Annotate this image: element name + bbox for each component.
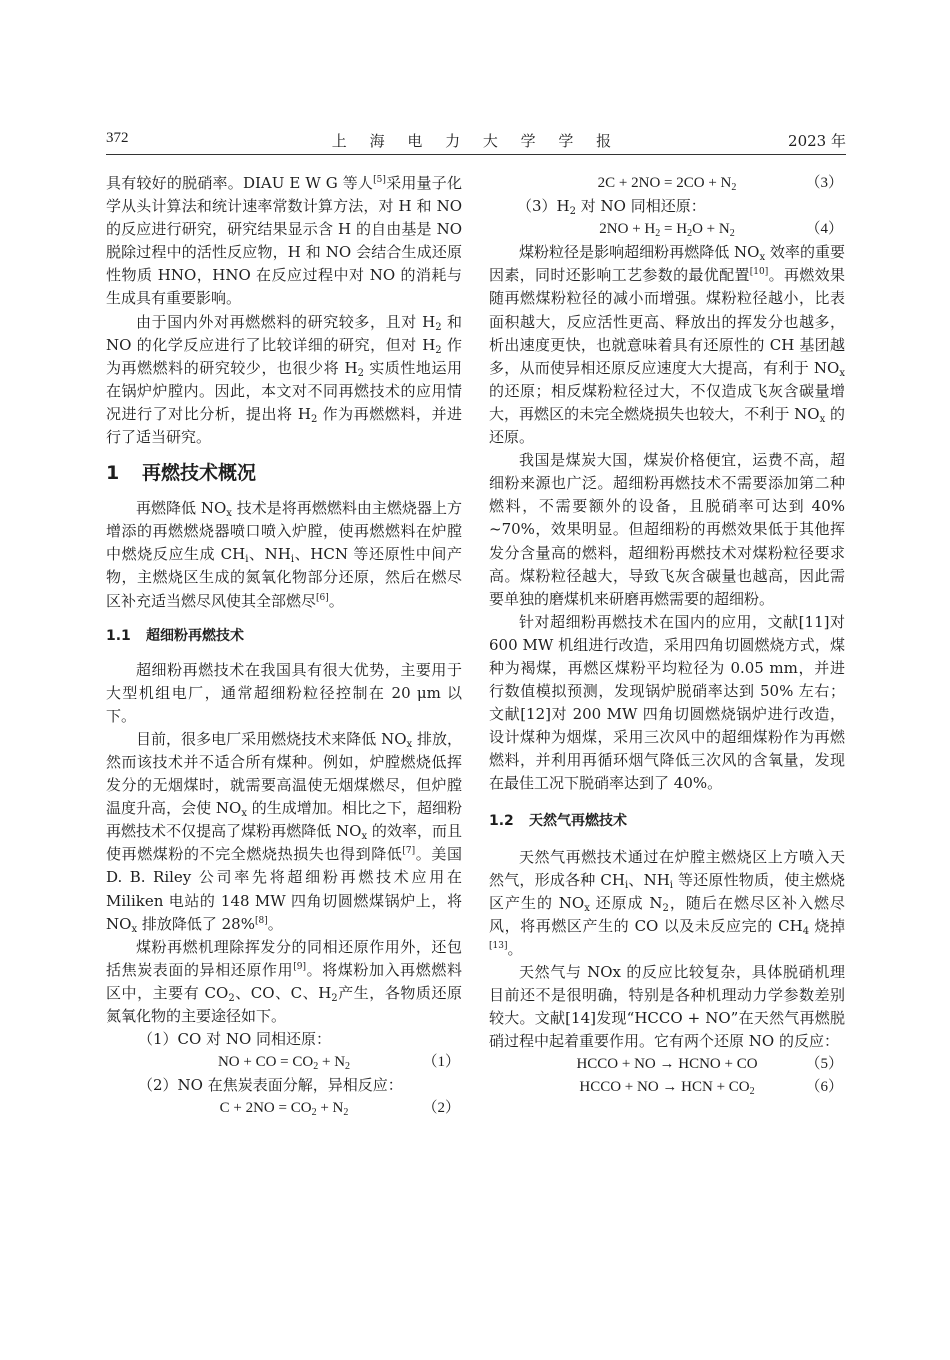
list-item: $(3)H_2$ 对 NO 同相还原： (517, 197, 706, 218)
subsection-heading: 1.2 天然气再燃技术 (489, 812, 627, 829)
equation-number: （6） (805, 1079, 843, 1096)
paragraph: 由于国内外对再燃燃料的研究较多，且对 $H_2$ 和 NO 的化学反应进行了比较详细的研究，但对 $H_2$ 作为再燃燃料的研究较少，也很少将 $H_2$ 实质性地运用在锅炉炉膛内。因此，本文对不同再燃技术的应用情况进行了对比分析，提出将 $H_2$ 作为再燃燃料，并进行了适当研究。 (106, 312, 462, 447)
page-number: 372 (106, 130, 129, 146)
journal-title: 上 海 电 力 大 学 学 报 (331, 132, 621, 150)
equation-number: （4） (805, 221, 843, 238)
equation-number: （1） (422, 1054, 460, 1071)
running-header (106, 128, 846, 155)
equation-number: （2） (422, 1100, 460, 1117)
paragraph: 煤粉粒径是影响超细粉再燃降低 $NO_x$ 效率的重要因素，同时还影响工艺参数的最优配置[10]。再燃效果随再燃煤粉粒径的减小而增强。煤粉粒径越小，比表面积越大，反应活性更高、释放出的挥发分也越多，析出速度更快，也就意味着具有还原性的 CH 基团越多，从而使异相还原反应速度大大提高，有利于 $NO_x$ 的还原；相反煤粉粒径过大，不仅造成飞灰含碳量增大，再燃区的未完全燃烧损失也较大，不利于 $NO_x$ 的还原。 (489, 243, 845, 447)
subsection-heading: 1.1 超细粉再燃技术 (106, 627, 244, 644)
equation-2: $C + 2NO = CO_2 + N_2$ （2） (106, 1097, 462, 1120)
paragraph: 天然气再燃技术通过在炉膛主燃烧区上方喷入天然气，形成各种 $CH_i$、$NH_i$ 等还原性物质，使主燃烧区产生的 $NO_x$ 还原成 $N_2$，随后在燃尽区补入燃尽风，将再燃区产生的 CO 以及未反应完的 $CH_4$ 烧掉[13]。 (489, 847, 845, 958)
paragraph: 天然气与 NOx 的反应比较复杂，具体脱硝机理目前还不是很明确，特别是各种机理动力学参数差别较大。文献[14]发现“HCCO + NO”在天然气再燃脱硝过程中起着重要作用。它有两个还原 NO 的反应： (489, 963, 845, 1051)
paragraph: 我国是煤炭大国，煤炭价格便宜，运费不高，超细粉来源也广泛。超细粉再燃技术不需要添加第二种燃料，不需要额外的设备，且脱硝率可达到 40% ~70%，效果明显。但超细粉的再燃效果低于其他挥发分含量高的燃料，超细粉再燃技术对煤粉粒径要求高。煤粉粒径越大，导致飞灰含碳量也越高，因此需要单独的磨煤机来研磨再燃需要的超细粉。 (489, 451, 845, 608)
equation-4: $2NO + H_2 = H_2O + N_2$ （4） (489, 218, 845, 241)
paragraph: 煤粉再燃机理除挥发分的同相还原作用外，还包括焦炭表面的异相还原作用[9]。将煤粉加入再燃燃料区中，主要有 $CO_2$、CO、C、$H_2$产生，各物质还原氮氧化物的主要途径如下。 (106, 937, 462, 1025)
equation-number: （5） (805, 1056, 843, 1073)
paragraph: 针对超细粉再燃技术在国内的应用，文献[11]对 600 MW 机组进行改造，采用四角切圆燃烧方式，煤种为褐煤，再燃区煤粉平均粒径为 0.05 mm，并进行数值模拟预测，发现锅炉脱硝率达到 50% 左右；文献[12]对 200 MW 四角切圆燃烧锅炉进行改造，设计煤种为烟煤，采用三次风中的超细煤粉作为再燃燃料，并利用再循环烟气降低三次风的含氧量，发现在最佳工况下脱硝率达到了 40%。 (489, 612, 845, 793)
equation-3: $2C + 2NO = 2CO + N_2$ （3） (489, 172, 845, 195)
paragraph: 具有较好的脱硝率。DIAU E W G 等人[5]采用量子化学从头计算法和统计速率常数计算方法，对 H 和 NO 的反应进行研究，研究结果显示含 H 的自由基是 NO 脱除过程中的活性反应物，H 和 NO 会结合生成还原性物质 HNO，HNO 在反应过程中对 NO 的消耗与生成具有重要影响。 (106, 174, 462, 308)
paragraph: 超细粉再燃技术在我国具有很大优势，主要用于大型机组电厂，通常超细粉粒径控制在 20 μm 以下。 (106, 660, 462, 725)
right-column (489, 172, 845, 1100)
left-column (106, 172, 462, 1120)
list-item: （1）CO 对 NO 同相还原： (138, 1030, 332, 1049)
equation-1: NO + CO = $CO_2 + N_2$ （1） (106, 1051, 462, 1074)
equation-6: HCCO + NO → HCN + $CO_2$ （6） (489, 1076, 845, 1099)
paragraph: 目前，很多电厂采用燃烧技术来降低 $NO_x$ 排放，然而该技术并不适合所有煤种。例如，炉膛燃烧低挥发分的无烟煤时，就需要高温使无烟煤燃尽，但炉膛温度升高，会使 $NO_x$ 的生成增加。相比之下，超细粉再燃技术不仅提高了煤粉再燃降低 $NO_x$ 的效率，而且使再燃煤粉的不完全燃烧热损失也得到降低[7]。美国 D. B. Riley 公司率先将超细粉再燃技术应用在 Miliken 电站的 148 MW 四角切圆燃煤锅炉上，将 $NO_x$ 排放降低了 28%[8]。 (106, 729, 462, 935)
list-item: （2）NO 在焦炭表面分解，异相反应： (138, 1076, 403, 1095)
publication-year: 2023 年 (788, 132, 846, 150)
equation-number: （3） (805, 175, 843, 191)
section-heading: 1 再燃技术概况 (106, 462, 257, 485)
paragraph: 再燃降低 $NO_x$ 技术是将再燃燃料由主燃烧器上方增添的再燃燃烧器喷口喷入炉膛，使再燃燃料在炉膛中燃烧反应生成 $CH_i$、$NH_i$、HCN 等还原性中间产物，主燃烧区生成的氮氧化物部分还原，然后在燃尽区补充适当燃尽风使其全部燃尽[6]。 (106, 499, 463, 610)
equation-5: HCCO + NO → HCNO + CO （5） (489, 1053, 845, 1076)
